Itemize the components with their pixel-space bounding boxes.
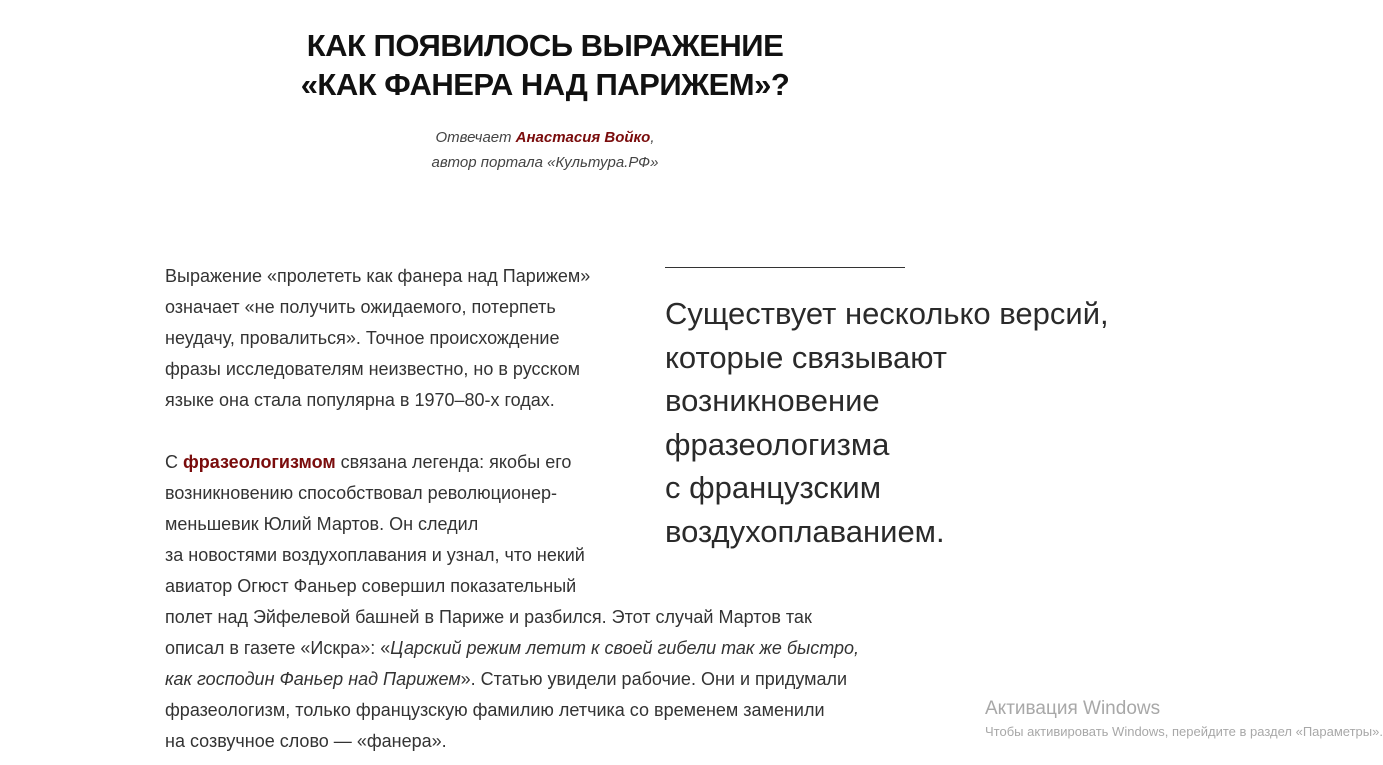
watermark-subtitle: Чтобы активировать Windows, перейдите в раздел «Параметры». bbox=[985, 724, 1383, 739]
paragraph-1-line: означает «не получить ожидаемого, потерпеть bbox=[165, 297, 556, 317]
pull-quote-line: с французским bbox=[665, 470, 882, 505]
pull-quote-line: Существует несколько версий, bbox=[665, 296, 1109, 331]
title-line-2: «КАК ФАНЕРА НАД ПАРИЖЕМ»? bbox=[300, 67, 790, 102]
pull-quote bbox=[665, 292, 1145, 553]
byline-suffix: , bbox=[650, 129, 655, 146]
iskra-quote-line-2: как господин Фаньер над Парижем bbox=[165, 669, 461, 689]
article-title bbox=[290, 26, 800, 104]
paragraph-2-line: связана легенда: якобы его bbox=[335, 452, 572, 472]
phraseologism-link[interactable]: фразеологизмом bbox=[183, 452, 336, 472]
byline-author-line bbox=[390, 125, 700, 150]
paragraph-1-line: фразы исследователям неизвестно, но в русском bbox=[165, 359, 580, 379]
paragraph-2-start: С bbox=[165, 452, 183, 472]
paragraph-2-line: ». Статью увидели рабочие. Они и придумали bbox=[460, 669, 848, 689]
pull-quote-line: которые связывают bbox=[665, 339, 947, 375]
byline-prefix: Отвечает bbox=[435, 129, 516, 146]
paragraph-2-line: меньшевик Юлий Мартов. Он следил bbox=[165, 514, 479, 534]
paragraph-2-line: полет над Эйфелевой башней в Париже и разбился. Этот случай Мартов так bbox=[165, 607, 812, 627]
watermark-title: Активация Windows bbox=[985, 698, 1161, 719]
paragraph-2-line: описал в газете «Искра»: « bbox=[165, 638, 391, 658]
byline-role: автор портала «Культура.РФ» bbox=[431, 154, 659, 171]
windows-activation-watermark bbox=[985, 696, 1383, 742]
paragraph-1-line: Выражение «пролететь как фанера над Парижем» bbox=[165, 266, 591, 286]
iskra-quote-line-1: Царский режим летит к своей гибели так же быстро, bbox=[390, 638, 860, 658]
byline bbox=[390, 125, 700, 175]
pull-quote-line: фразеологизма bbox=[665, 426, 890, 462]
paragraph-2-line: за новостями воздухоплавания и узнал, что некий bbox=[165, 545, 585, 565]
pull-quote-line: воздухоплаванием. bbox=[665, 513, 945, 549]
author-link[interactable]: Анастасия Войко bbox=[515, 129, 651, 146]
pull-quote-divider bbox=[665, 267, 905, 268]
paragraph-2-line: возникновению способствовал революционер- bbox=[165, 483, 558, 503]
paragraph-1-line: неудачу, провалиться». Точное происхождение bbox=[165, 328, 560, 348]
paragraph-1-line: языке она стала популярна в 1970–80-х годах. bbox=[165, 390, 555, 410]
paragraph-2-line: фразеологизм, только французскую фамилию летчика со временем заменили bbox=[165, 700, 825, 720]
paragraph-2-line: на созвучное слово — «фанера». bbox=[165, 731, 447, 751]
paragraph-2-line: авиатор Огюст Фаньер совершил показательный bbox=[165, 576, 577, 596]
pull-quote-line: возникновение bbox=[665, 383, 880, 418]
title-line-1: КАК ПОЯВИЛОСЬ ВЫРАЖЕНИЕ bbox=[306, 28, 784, 63]
